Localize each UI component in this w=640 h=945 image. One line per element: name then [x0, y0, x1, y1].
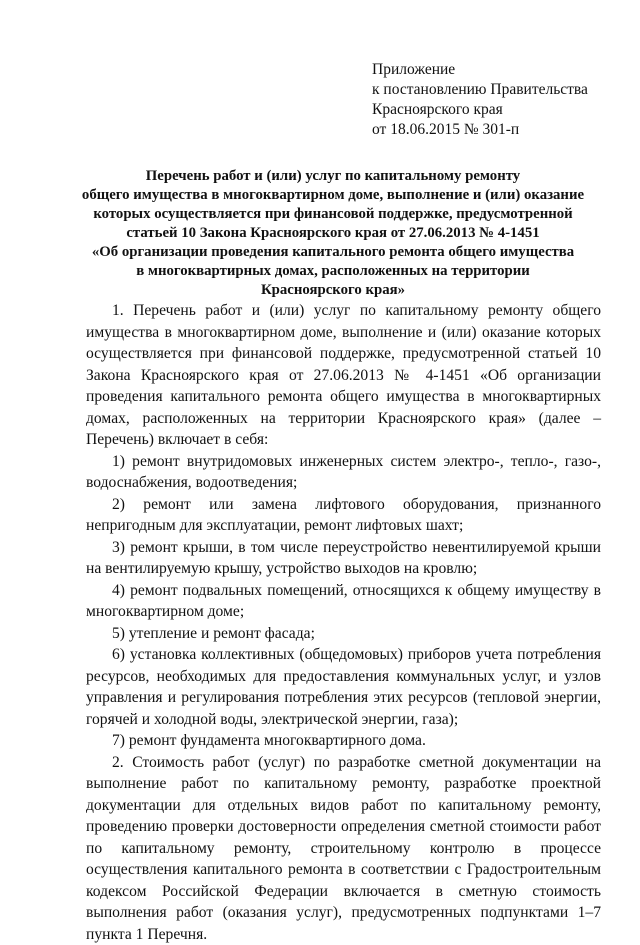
title-line: статьей 10 Закона Красноярского края от 27.06.2013 № 4-1451	[60, 224, 606, 243]
title-line: которых осуществляется при финансовой поддержке, предусмотренной	[60, 205, 606, 224]
list-item-3: 3) ремонт крыши, в том числе переустройство невентилируемой крыши на вентилируемую крышу, устройство выходов на кровлю;	[86, 537, 601, 580]
title-line: Перечень работ и (или) услуг по капитальному ремонту	[60, 167, 606, 186]
title-line: Красноярского края»	[60, 281, 606, 300]
appendix-line: к постановлению Правительства	[372, 80, 622, 100]
list-item-2: 2) ремонт или замена лифтового оборудования, признанного непригодным для эксплуатации, ремонт лифтовых шахт;	[86, 494, 601, 537]
list-item-1: 1) ремонт внутридомовых инженерных систем электро-, тепло-, газо-, водоснабжения, водоотведения;	[86, 451, 601, 494]
title-line: в многоквартирных домах, расположенных на территории	[60, 262, 606, 281]
paragraph-2: 2. Стоимость работ (услуг) по разработке сметной документации на выполнение работ по капитальному ремонту, разработке проектной документации для отдельных видов работ по капитальному ремонту, проведению проверки достоверности определения сметной стоимости работ по капитальному ремонту, строительному контролю в процессе осуществления капитального ремонта в соответствии с Градостроительным кодексом Российской Федерации включается в сметную стоимость выполнения работ (оказания услуг), предусмотренных подпунктами 1–7 пункта 1 Перечня.	[86, 752, 601, 945]
title-line: «Об организации проведения капитального ремонта общего имущества	[60, 243, 606, 262]
paragraph-1: 1. Перечень работ и (или) услуг по капитальному ремонту общего имущества в многоквартирном доме, выполнение и (или) оказание которых осуществляется при финансовой поддержке, предусмотренной статьей 10 Закона Красноярского края от 27.06.2013 № 4-1451 «Об организации проведения капитального ремонта общего имущества в многоквартирных домах, расположенных на территории Красноярского края» (далее – Перечень) включает в себя:	[86, 300, 601, 451]
appendix-header	[372, 60, 622, 140]
list-item-6: 6) установка коллективных (общедомовых) приборов учета потребления ресурсов, необходимых для предоставления коммунальных услуг, и узлов управления и регулирования потребления этих ресурсов (тепловой энергии, горячей и холодной воды, электрической энергии, газа);	[86, 644, 601, 730]
list-item-4: 4) ремонт подвальных помещений, относящихся к общему имуществу в многоквартирном доме;	[86, 580, 601, 623]
list-item-5: 5) утепление и ремонт фасада;	[86, 623, 601, 645]
appendix-line: Приложение	[372, 60, 622, 80]
document-title	[60, 167, 606, 300]
title-line: общего имущества в многоквартирном доме, выполнение и (или) оказание	[60, 186, 606, 205]
list-item-7: 7) ремонт фундамента многоквартирного дома.	[86, 730, 601, 752]
appendix-line: от 18.06.2015 № 301-п	[372, 120, 622, 140]
appendix-line: Красноярского края	[372, 100, 622, 120]
document-body	[86, 300, 601, 945]
